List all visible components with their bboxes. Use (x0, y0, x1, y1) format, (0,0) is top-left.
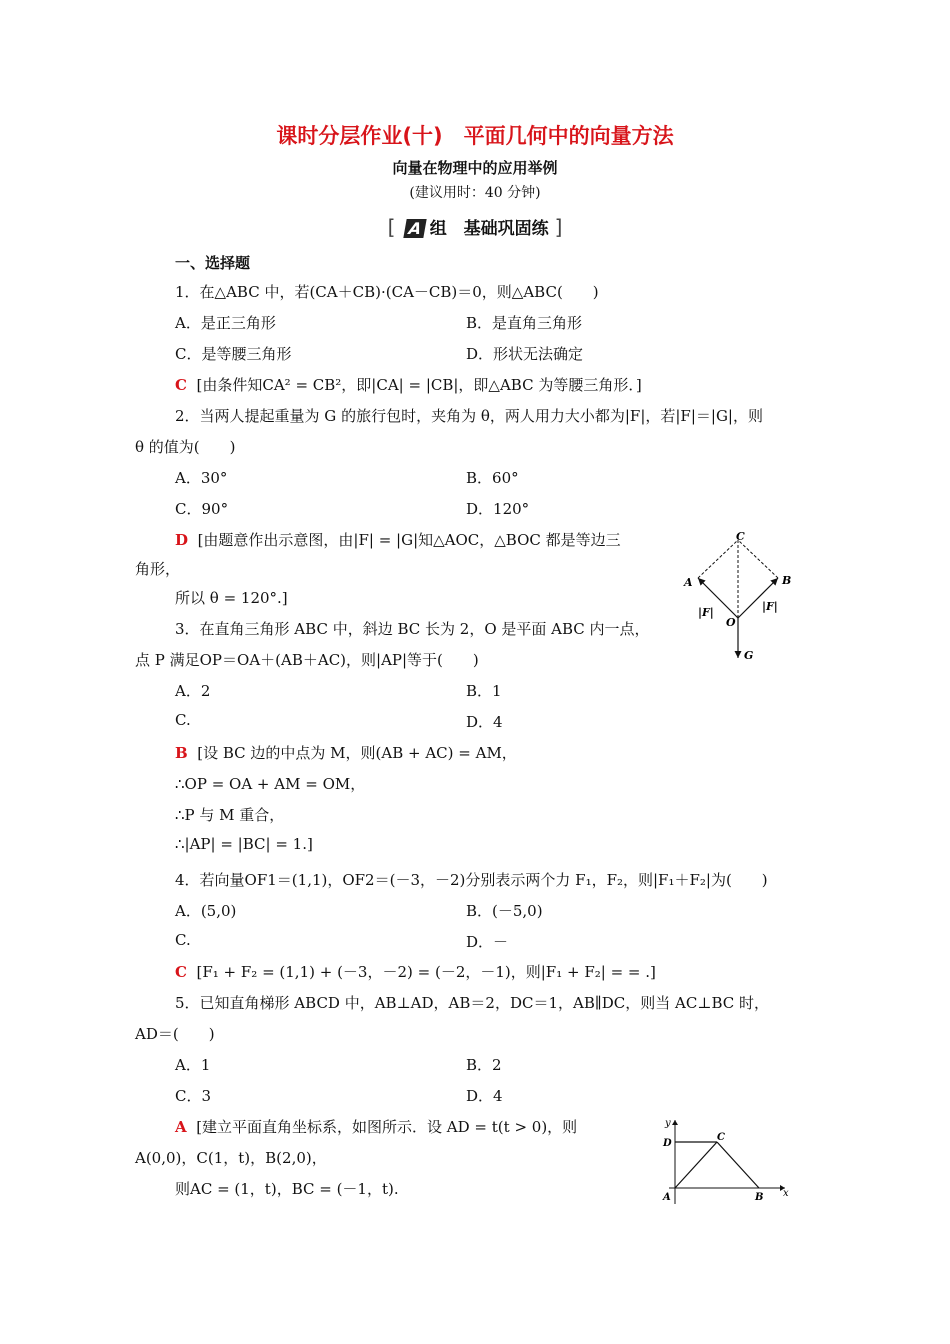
q5-option-a: A．1 (175, 1056, 211, 1074)
answer-2 (175, 529, 621, 550)
answer-3-text-4: ∴|AP| = |BC| = 1.] (175, 835, 313, 853)
answer-2-text: [由题意作出示意图，由|F| = |G|知△AOC，△BOC 都是等边三 (197, 531, 621, 549)
q1-option-b: B．是直角三角形 (466, 314, 583, 332)
segment-ac (675, 1142, 717, 1188)
q2-option-a: A．30° (175, 469, 228, 487)
question-2-line-2: θ 的值为( ) (135, 438, 236, 456)
group-letter-badge: A (404, 219, 428, 238)
label-y: y (665, 1118, 671, 1129)
page-title: 课时分层作业(十) 平面几何中的向量方法 (276, 124, 674, 148)
group-heading (0, 214, 950, 239)
answer-1-text: [由条件知CA² = CB²，即|CA| = |CB|，即△ABC 为等腰三角形．] (196, 376, 642, 394)
q2-option-c: C．90° (175, 500, 229, 518)
question-2-line-1: 2．当两人提起重量为 G 的旅行包时，夹角为 θ，两人用力大小都为|F|，若|F|＝|G|，则 (175, 407, 763, 425)
answer-4 (175, 961, 656, 982)
q3-option-c: C. (175, 711, 191, 729)
label-x: x (783, 1188, 789, 1199)
label-a2: A (663, 1192, 671, 1203)
question-5-line-2: AD＝( ) (135, 1025, 215, 1043)
label-b: B (782, 574, 792, 587)
q5-option-c: C．3 (175, 1087, 212, 1105)
answer-5-letter: A (175, 1118, 187, 1136)
answer-2-text-3: 所以 θ = 120°.] (175, 589, 288, 607)
answer-5-text: [建立平面直角坐标系，如图所示．设 AD = t(t > 0)，则 (196, 1118, 578, 1136)
q4-option-b: B．(－5,0) (466, 902, 543, 920)
q5-option-b: B．2 (466, 1056, 502, 1074)
question-3-line-2: 点 P 满足OP＝OA＋(AB＋AC)，则|AP|等于( ) (135, 651, 479, 669)
answer-1 (175, 374, 642, 395)
label-g: G (744, 649, 754, 662)
label-f-left: |F| (698, 606, 714, 619)
page-subtitle: 向量在物理中的应用举例 (392, 159, 558, 177)
answer-3-text-2: ∴OP = OA + AM = OM， (175, 775, 366, 793)
segment-cb (717, 1142, 759, 1188)
section-heading: 一、选择题 (175, 254, 251, 272)
dashed-line-ac (698, 540, 738, 578)
group-bracket-open: [ (387, 215, 396, 239)
trapezoid-diagram (655, 1112, 795, 1212)
question-3-line-1: 3．在直角三角形 ABC 中，斜边 BC 长为 2，O 是平面 ABC 内一点， (175, 620, 650, 638)
q2-option-b: B．60° (466, 469, 519, 487)
answer-3-letter: B (175, 744, 188, 762)
answer-3-text: [设 BC 边的中点为 M，则(AB + AC) = AM， (197, 744, 517, 762)
question-4: 4．若向量OF1＝(1,1)，OF2＝(－3，－2)分别表示两个力 F₁，F₂，则|F₁＋F₂|为( ) (175, 871, 768, 889)
dashed-line-bc (738, 540, 778, 578)
q3-option-b: B．1 (466, 682, 502, 700)
answer-2-letter: D (175, 531, 189, 549)
question-5-line-1: 5．已知直角梯形 ABCD 中，AB⊥AD，AB＝2，DC＝1，AB∥DC，则当 AC⊥BC 时， (175, 994, 770, 1012)
label-c: C (736, 530, 745, 543)
answer-3 (175, 742, 517, 763)
q3-option-d: D．4 (466, 713, 503, 731)
label-b2: B (755, 1192, 764, 1203)
answer-3-text-3: ∴P 与 M 重合， (175, 806, 285, 824)
answer-5 (175, 1116, 577, 1137)
q1-option-a: A．是正三角形 (175, 314, 276, 332)
label-a: A (684, 576, 693, 589)
q3-option-a: A．2 (175, 682, 211, 700)
answer-5-text-3: 则AC = (1，t)，BC = (－1，t). (175, 1180, 399, 1198)
answer-4-text: [F₁ + F₂ = (1,1) + (－3，－2) = (－2，－1)，则|F₁ + F₂| = = .] (196, 963, 656, 981)
q4-option-d: D．－ (466, 933, 509, 951)
label-f-right: |F| (762, 600, 778, 613)
q4-option-a: A．(5,0) (175, 902, 237, 920)
answer-5-text-2: A(0,0)，C(1，t)，B(2,0)， (135, 1149, 327, 1167)
q1-option-d: D．形状无法确定 (466, 345, 584, 363)
force-diagram (670, 528, 800, 668)
answer-2-text-2: 角形， (135, 560, 181, 578)
suggested-time: (建议用时：40 分钟) (409, 185, 541, 201)
q5-option-d: D．4 (466, 1087, 503, 1105)
q1-option-c: C．是等腰三角形 (175, 345, 292, 363)
label-d: D (663, 1138, 672, 1149)
group-label: 组 基础巩固练 (429, 219, 549, 239)
label-c2: C (717, 1132, 725, 1143)
q2-option-d: D．120° (466, 500, 530, 518)
answer-1-letter: C (175, 376, 187, 394)
group-bracket-close: ] (554, 215, 563, 239)
question-1: 1．在△ABC 中，若(CA＋CB)·(CA－CB)＝0，则△ABC( ) (175, 283, 599, 301)
q4-option-c: C. (175, 931, 191, 949)
answer-4-letter: C (175, 963, 187, 981)
label-o: O (726, 616, 736, 629)
